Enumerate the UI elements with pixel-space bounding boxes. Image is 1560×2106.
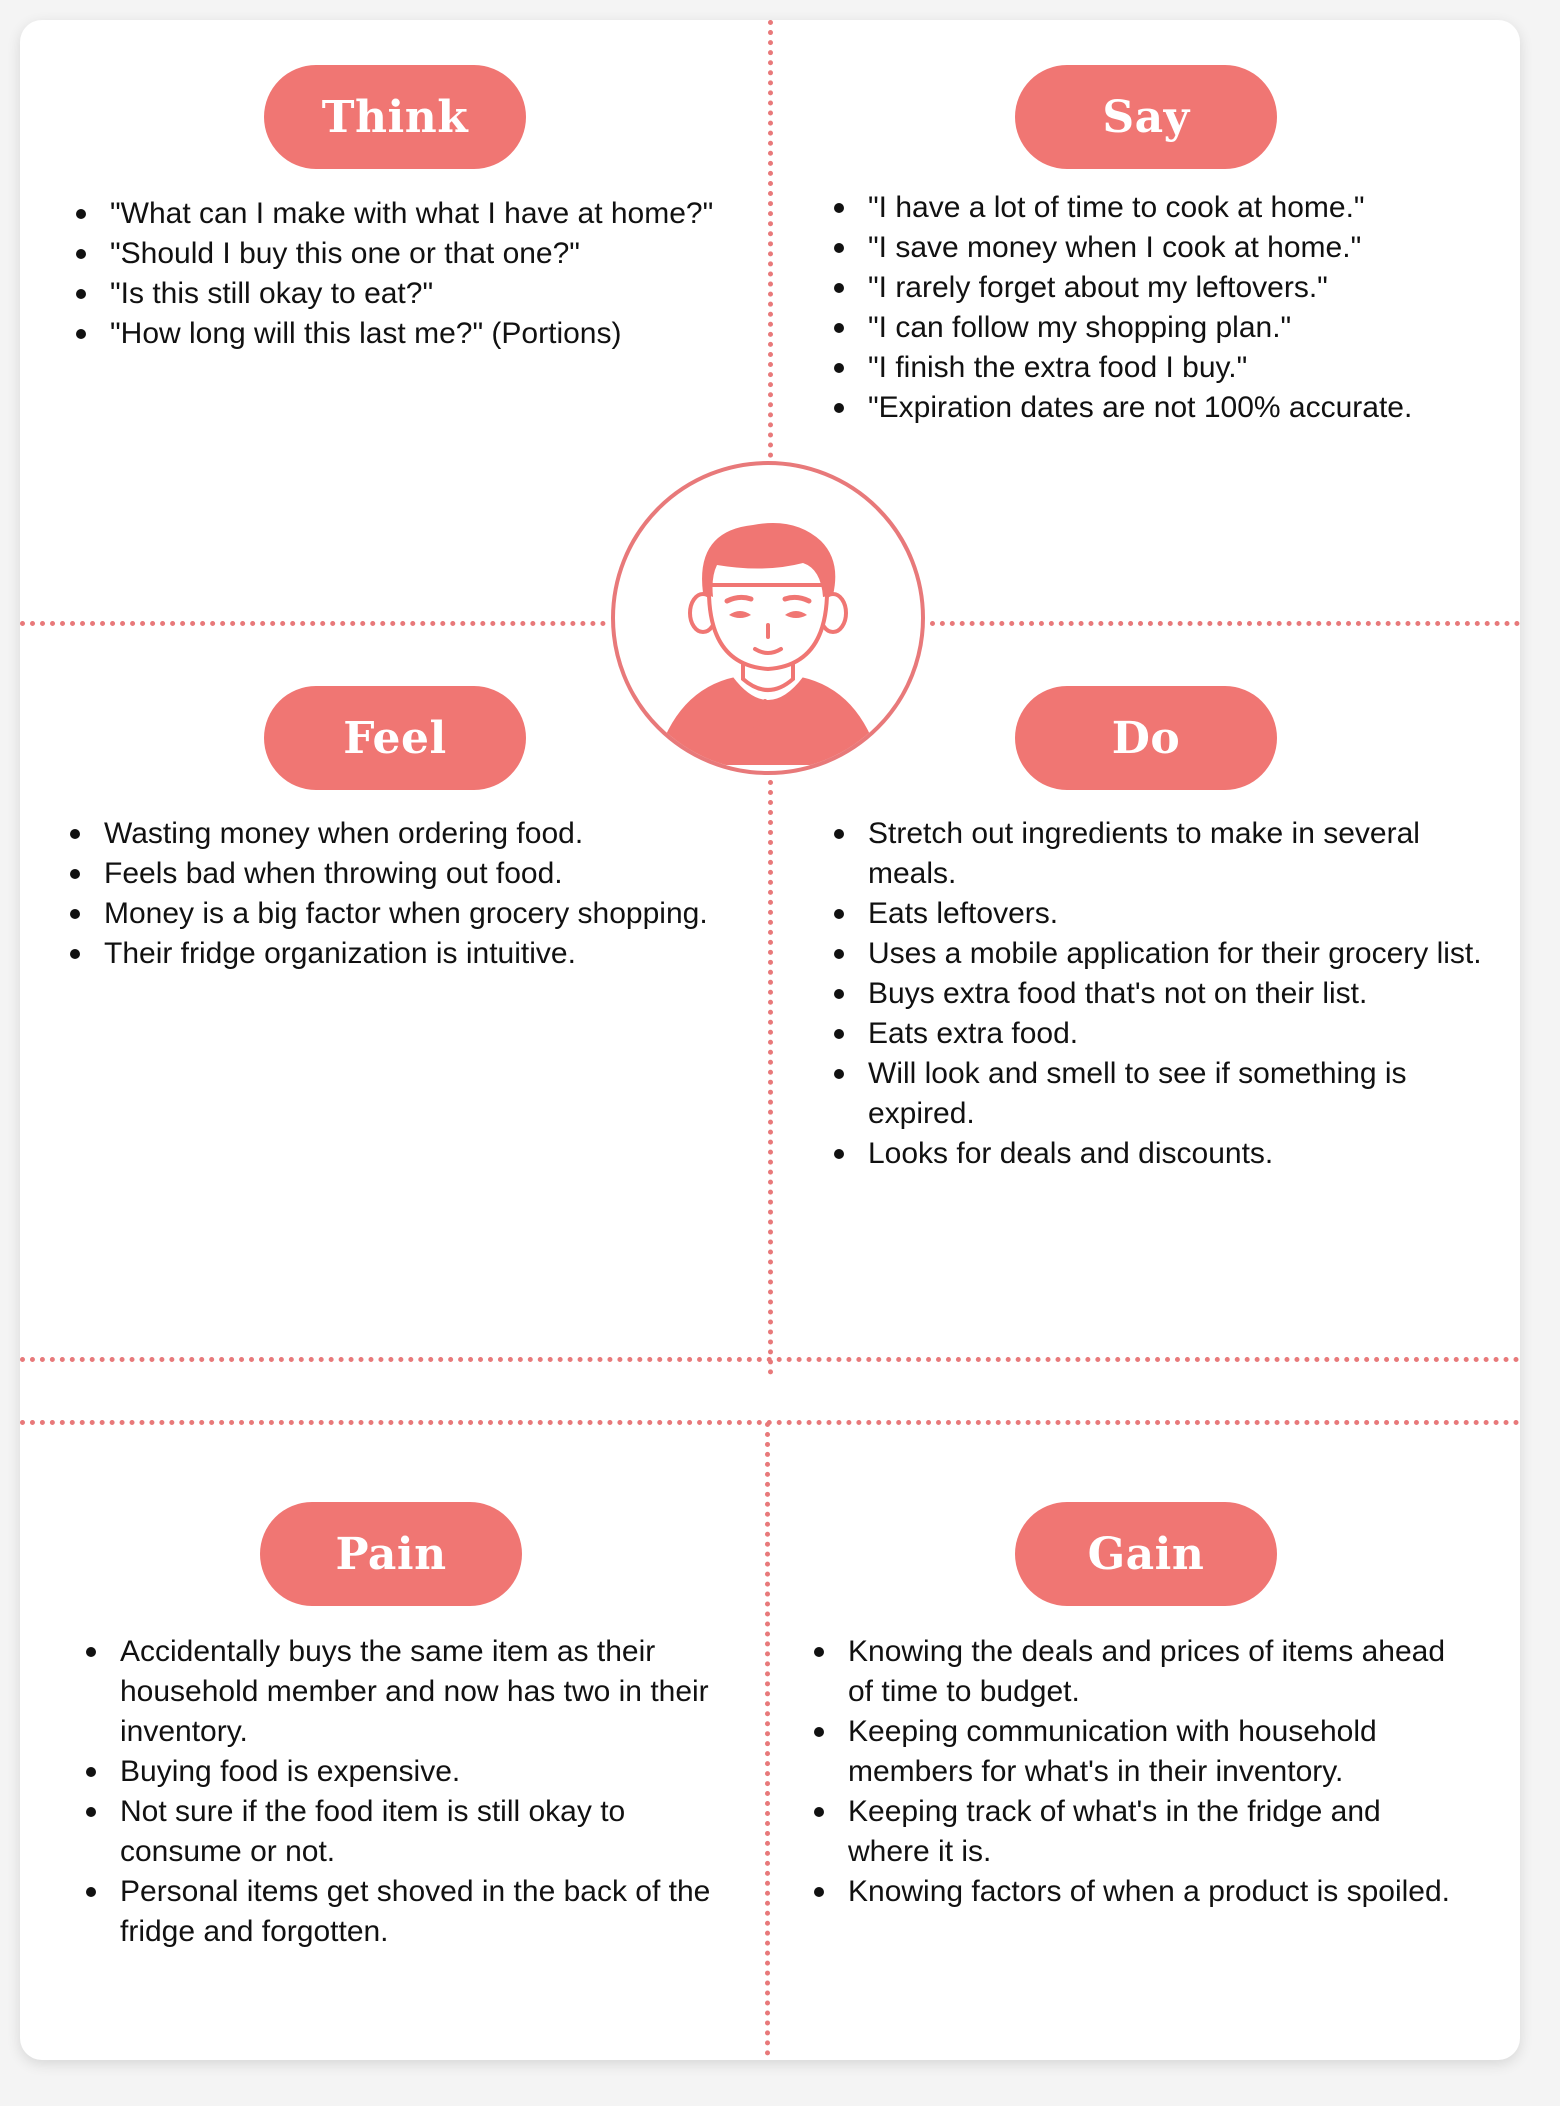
say-list [828,188,1488,428]
user-avatar-icon [615,465,921,771]
divider-horizontal-left [20,621,606,626]
list-item: Their fridge organization is intuitive. [64,934,754,974]
list-item: "Expiration dates are not 100% accurate. [828,388,1488,428]
feel-heading: Feel [264,686,526,790]
list-item: Buying food is expensive. [80,1752,720,1792]
list-item: Buys extra food that's not on their list. [828,974,1490,1014]
list-item: Money is a big factor when grocery shopping. [64,894,754,934]
do-heading: Do [1015,686,1277,790]
do-list [828,814,1490,1174]
list-item: Feels bad when throwing out food. [64,854,754,894]
divider-horizontal-section-top [20,1357,1520,1362]
list-item: "I rarely forget about my leftovers." [828,268,1488,308]
list-item: "I save money when I cook at home." [828,228,1488,268]
list-item: "Should I buy this one or that one?" [70,234,760,274]
list-item: Stretch out ingredients to make in several meals. [828,814,1490,894]
empathy-map-card [20,20,1520,2060]
divider-horizontal-right [930,621,1520,626]
list-item: Eats leftovers. [828,894,1490,934]
list-item: Will look and smell to see if something is expired. [828,1054,1490,1134]
list-item: Keeping communication with household members for what's in their inventory. [808,1712,1468,1792]
divider-vertical-bottom [765,1422,770,2056]
persona-avatar [611,461,925,775]
list-item: "What can I make with what I have at home?" [70,194,760,234]
list-item: Knowing factors of when a product is spoiled. [808,1872,1468,1912]
list-item: Looks for deals and discounts. [828,1134,1490,1174]
list-item: Uses a mobile application for their grocery list. [828,934,1490,974]
list-item: Eats extra food. [828,1014,1490,1054]
think-list [70,194,760,354]
list-item: Personal items get shoved in the back of the fridge and forgotten. [80,1872,720,1952]
list-item: "I finish the extra food I buy." [828,348,1488,388]
list-item: Knowing the deals and prices of items ahead of time to budget. [808,1632,1468,1712]
divider-vertical-top [768,20,773,458]
list-item: "I can follow my shopping plan." [828,308,1488,348]
pain-list [80,1632,720,1952]
list-item: "I have a lot of time to cook at home." [828,188,1488,228]
think-heading: Think [264,65,526,169]
list-item: "Is this still okay to eat?" [70,274,760,314]
feel-list [64,814,754,974]
gain-list [808,1632,1468,1912]
say-heading: Say [1015,65,1277,169]
divider-vertical-middle [768,780,773,1375]
list-item: Accidentally buys the same item as their household member and now has two in their inventory. [80,1632,720,1752]
pain-heading: Pain [260,1502,522,1606]
list-item: Keeping track of what's in the fridge and where it is. [808,1792,1468,1872]
divider-horizontal-section-bottom [20,1420,1520,1425]
list-item: Wasting money when ordering food. [64,814,754,854]
list-item: "How long will this last me?" (Portions) [70,314,760,354]
gain-heading: Gain [1015,1502,1277,1606]
list-item: Not sure if the food item is still okay to consume or not. [80,1792,720,1872]
